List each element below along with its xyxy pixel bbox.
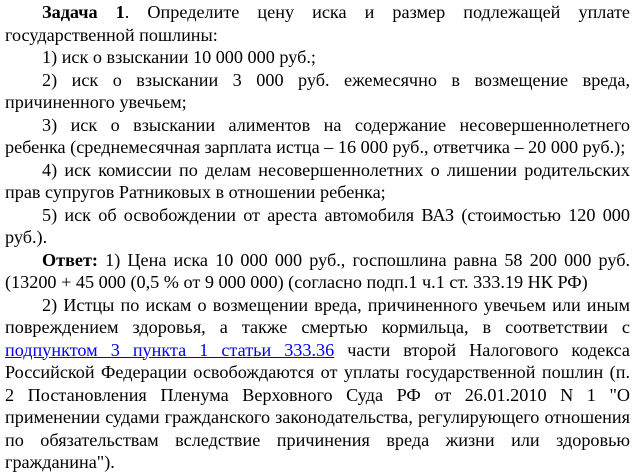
task-intro: . Определите цену иска и размер подлежащей уплате государственной пошлины: <box>5 2 630 45</box>
task-item-5: 5) иск об освобождении от ареста автомобиля ВАЗ (стоимостью 120 000 руб.). <box>5 204 630 247</box>
answer-text-1: 1) Цена иска 10 000 000 руб., госпошлина равна 58 200 000 руб. (13200 + 45 000 (0,5 % от 9 000 000) (согласно подп.1 ч.1 ст. 333.19 НК РФ) <box>5 249 630 292</box>
task-item-1: 1) иск о взыскании 10 000 000 руб.; <box>42 47 316 67</box>
task-item-3: 3) иск о взыскании алиментов на содержание несовершеннолетнего ребенка (среднемесячная зарплата истца – 16 000 руб., ответчика – 20 000 руб.); <box>5 114 630 157</box>
answer-p2-before: 2) Истцы по искам о возмещении вреда, причиненного увечьем или иным повреждением здоровья, а также смертью кормильца, в соответствии с <box>5 294 630 337</box>
task-label: Задача 1 <box>42 2 125 22</box>
task-heading-paragraph <box>5 1 630 46</box>
answer-p2-after: части второй Налогового кодекса Российской Федерации освобождаются от уплаты государственной пошлин (п. 2 Постановления Пленума Верховного Суда РФ от 26.01.2010 N 1 "О применении судами гражданского законодательства, регулирующего отношения по обязательствам вследствие причинения вреда жизни или здоровью гражданина"). <box>5 339 630 472</box>
answer-paragraph-1 <box>5 249 630 294</box>
tax-code-article-link[interactable]: подпунктом 3 пункта 1 статьи 333.36 <box>5 339 335 360</box>
task-item-2: 2) иск о взыскании 3 000 руб. ежемесячно в возмещение вреда, причиненного увечьем; <box>5 69 630 112</box>
document-page <box>5 0 630 474</box>
answer-label: Ответ: <box>42 249 98 270</box>
task-item-4: 4) иск комиссии по делам несовершеннолетних о лишении родительских прав супругов Ратниковых в отношении ребенка; <box>5 159 630 202</box>
answer-paragraph-2 <box>5 294 630 474</box>
